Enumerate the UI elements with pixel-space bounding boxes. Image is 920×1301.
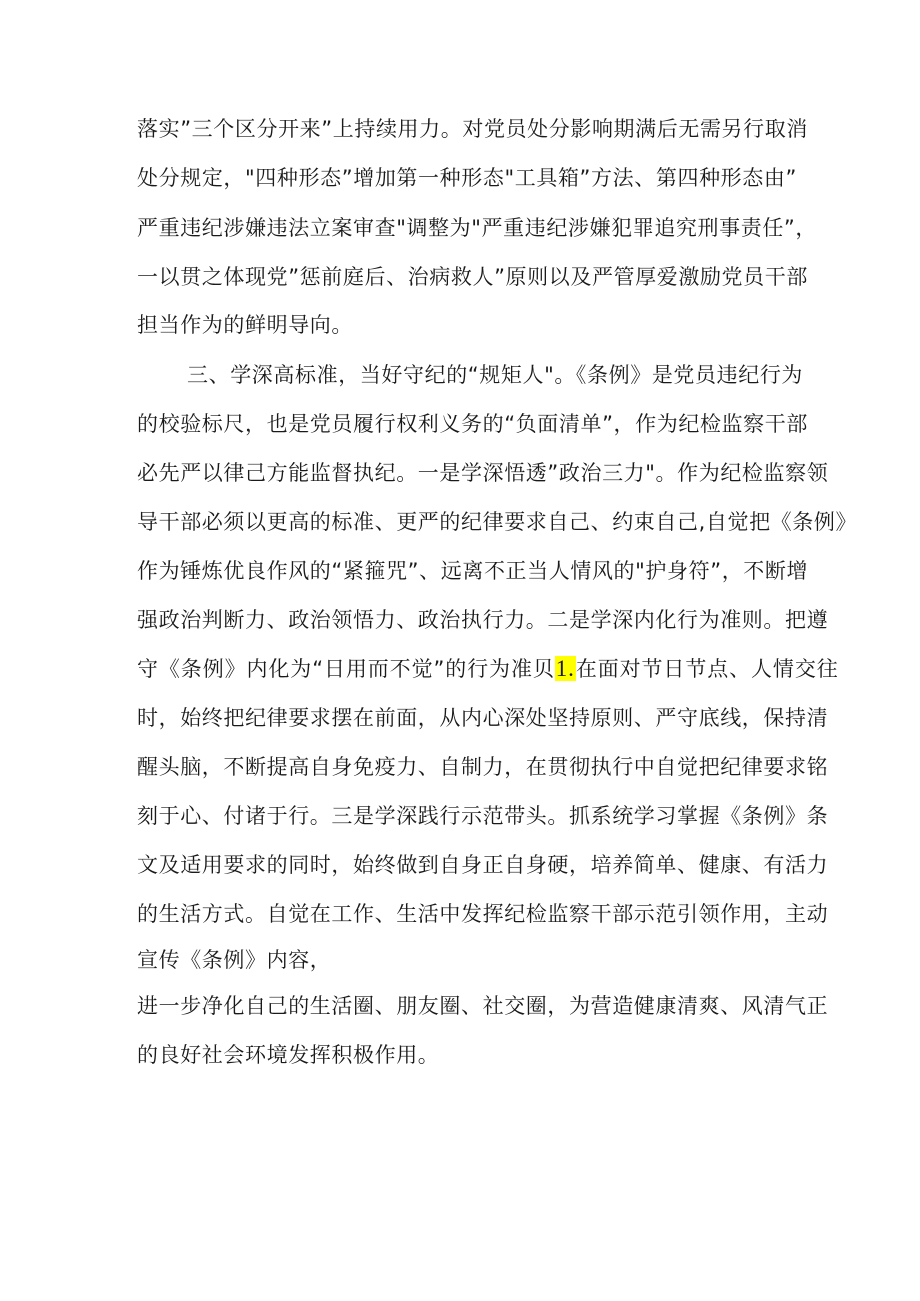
paragraph-heading-line: 三、学深高标准，当好守纪的“规矩人"。《条例》是党员违纪行为 xyxy=(187,363,804,387)
text-line: 一以贯之体现党”惩前庭后、治病救人”原则以及严管厚爱激励党员干部 xyxy=(137,265,808,289)
text-line: 醒头脑，不断提高自身免疫力、自制力，在贯彻执行中自觉把纪律要求铭 xyxy=(137,755,829,779)
text-line: 的良好社会环境发挥积极作用。 xyxy=(137,1043,440,1067)
text-line: 处分规定，"四种形态”增加第一种形态"工具箱”方法、第四种形态由” xyxy=(137,166,797,190)
text-line: 必先严以律己方能监督执纪。一是学深悟透”政治三力"。作为纪检监察领 xyxy=(137,461,829,485)
text-line: 强政治判断力、政治领悟力、政治执行力。二是学深内化行为准则。把遵 xyxy=(137,608,829,632)
text-line: 的校验标尺，也是党员履行权利义务的“负面清单”，作为纪检监察干部 xyxy=(137,412,808,436)
text-line-with-highlight xyxy=(137,646,839,692)
text-line: 进一步净化自己的生活圈、朋友圈、社交圈，为营造健康清爽、风清气正 xyxy=(137,994,829,1018)
text-line: 文及适用要求的同时，始终做到自身正自身硬，培养简单、健康、有活力 xyxy=(137,853,829,877)
text-segment: 在面对节日节点、人情交往 xyxy=(575,657,839,681)
text-line: 刻于心、付诸于行。三是学深践行示范带头。抓系统学习掌握《条例》条 xyxy=(137,804,829,828)
text-line: 宣传《条例》内容， xyxy=(137,948,332,972)
text-line: 作为锤炼优良作风的“紧箍咒”、远离不正当人情风的"护身符”，不断增 xyxy=(137,559,809,583)
text-line: 的生活方式。自觉在工作、生活中发挥纪检监察干部示范引领作用，主动 xyxy=(137,902,829,926)
text-line: 严重违纪涉嫌违法立案审查"调整为"严重违纪涉嫌犯罪追究刑事责任”， xyxy=(137,216,817,240)
text-line: 担当作为的鲜明导向。 xyxy=(137,313,353,337)
text-segment: 守《条例》内化为“日用而不觉”的行为准贝 xyxy=(137,657,555,681)
highlighted-marker: 1. xyxy=(555,656,575,681)
text-line: 落实”三个区分开来”上持续用力。对党员处分影响期满后无需另行取消 xyxy=(137,117,808,141)
text-line: 时，始终把纪律要求摆在前面，从内心深处坚持原则、严守底线，保持清 xyxy=(137,706,829,730)
text-line: 导干部必须以更高的标准、更严的纪律要求自己、约束自己,自觉把《条例》 xyxy=(137,510,858,534)
